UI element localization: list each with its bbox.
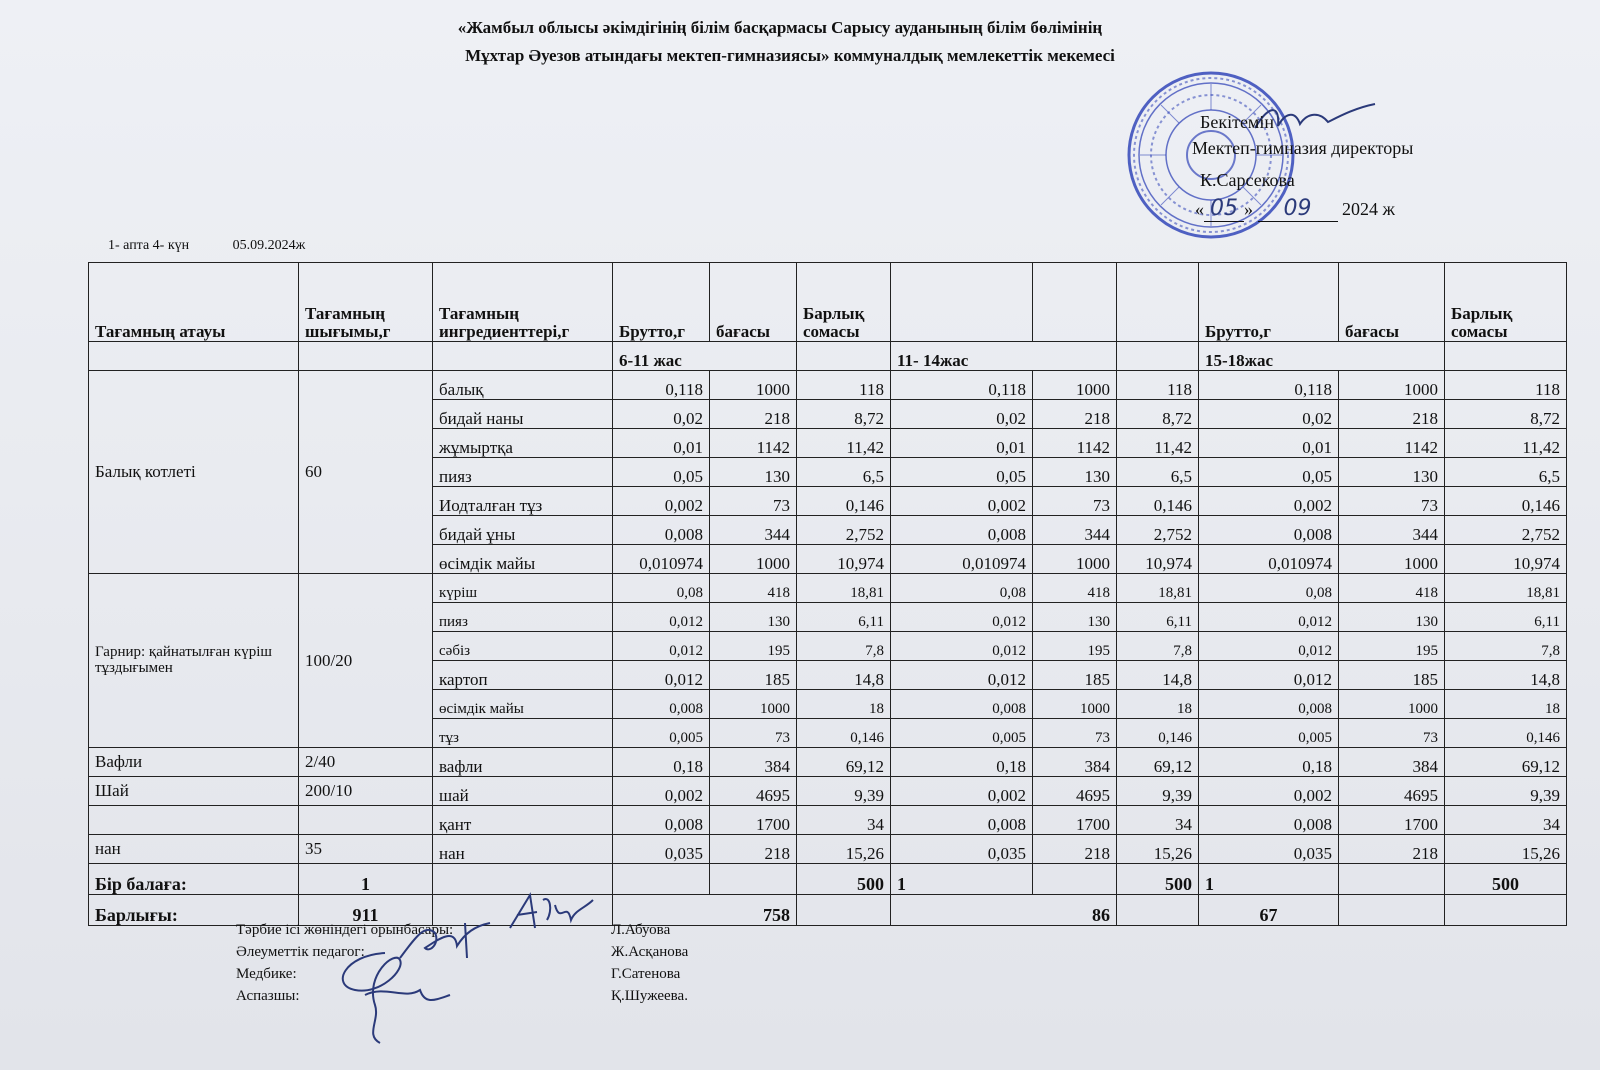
value-cell: 0,118: [1199, 371, 1339, 400]
total-11-14: 86: [891, 895, 1117, 926]
table-header-row: [89, 263, 1567, 342]
value-cell: 118: [797, 371, 891, 400]
value-cell: 15,26: [1445, 835, 1567, 864]
value-cell: 218: [710, 400, 797, 429]
value-cell: 0,146: [1117, 719, 1199, 748]
approval-position: Мектеп-гимназия директоры: [1192, 138, 1414, 158]
value-cell: 6,5: [1117, 458, 1199, 487]
value-cell: 73: [710, 487, 797, 516]
approval-year: 2024 ж: [1342, 199, 1395, 219]
table-row: [89, 748, 1567, 777]
ingredient-name: жұмыртқа: [433, 429, 613, 458]
value-cell: 1000: [1339, 545, 1445, 574]
value-cell: 0,012: [613, 661, 710, 690]
value-cell: 18: [797, 690, 891, 719]
ingredient-name: бидай ұны: [433, 516, 613, 545]
ingredient-name: бидай наны: [433, 400, 613, 429]
header-cell: Брутто,г: [1199, 263, 1339, 342]
value-cell: 2,752: [1445, 516, 1567, 545]
value-cell: 195: [1339, 632, 1445, 661]
value-cell: 218: [1339, 400, 1445, 429]
value-cell: 218: [1033, 835, 1117, 864]
value-cell: 0,035: [1199, 835, 1339, 864]
table-row: [89, 574, 1567, 603]
dish-yield: 60: [299, 371, 433, 574]
dish-name: Шай: [89, 777, 299, 806]
value-cell: 0,002: [1199, 487, 1339, 516]
value-cell: 344: [1033, 516, 1117, 545]
table-row: [89, 371, 1567, 400]
value-cell: 0,008: [613, 516, 710, 545]
dish-yield: 35: [299, 835, 433, 864]
value-cell: 6,5: [1445, 458, 1567, 487]
value-cell: 0,01: [613, 429, 710, 458]
approval-name: К.Сарсекова: [1200, 170, 1295, 190]
value-cell: 344: [710, 516, 797, 545]
value-cell: 1700: [1339, 806, 1445, 835]
week-date: 05.09.2024ж: [232, 238, 306, 253]
ingredient-name: күріш: [433, 574, 613, 603]
value-cell: 15,26: [1117, 835, 1199, 864]
header-cell: бағасы: [1339, 263, 1445, 342]
value-cell: 0,02: [891, 400, 1033, 429]
value-cell: 9,39: [797, 777, 891, 806]
value-cell: 0,146: [797, 487, 891, 516]
value-cell: 0,01: [1199, 429, 1339, 458]
value-cell: 1000: [1339, 371, 1445, 400]
signature-deputy: [505, 890, 595, 935]
signer-name: Қ.Шужеева.: [611, 988, 688, 1004]
per-child-count: 1: [299, 864, 433, 895]
signer-role: Тәрбие ісі жөніндегі орынбасары:: [236, 922, 454, 938]
value-cell: 185: [1033, 661, 1117, 690]
week-label: 1- апта 4- күн: [108, 238, 190, 253]
ingredient-name: нан: [433, 835, 613, 864]
header-cell: Тағамның шығымы,г: [299, 263, 433, 342]
value-cell: 11,42: [1445, 429, 1567, 458]
value-cell: 18,81: [1445, 574, 1567, 603]
value-cell: 4695: [1033, 777, 1117, 806]
value-cell: 0,012: [1199, 603, 1339, 632]
value-cell: 384: [1339, 748, 1445, 777]
value-cell: 0,118: [891, 371, 1033, 400]
value-cell: 195: [710, 632, 797, 661]
value-cell: 9,39: [1445, 777, 1567, 806]
value-cell: 73: [710, 719, 797, 748]
value-cell: 7,8: [1445, 632, 1567, 661]
value-cell: 0,01: [891, 429, 1033, 458]
value-cell: 130: [1339, 603, 1445, 632]
ingredient-name: қант: [433, 806, 613, 835]
value-cell: 118: [1445, 371, 1567, 400]
ingredient-name: өсімдік майы: [433, 545, 613, 574]
age-group-label: 11- 14жас: [891, 342, 1117, 371]
date-quote-open: «: [1195, 199, 1204, 219]
dish-yield: [299, 806, 433, 835]
value-cell: 0,02: [613, 400, 710, 429]
value-cell: 0,18: [613, 748, 710, 777]
value-cell: 384: [710, 748, 797, 777]
value-cell: 18: [1117, 690, 1199, 719]
value-cell: 34: [1117, 806, 1199, 835]
value-cell: 0,05: [891, 458, 1033, 487]
value-cell: 0,010974: [613, 545, 710, 574]
per-child-label: Бір балаға:: [89, 864, 299, 895]
value-cell: 0,008: [1199, 806, 1339, 835]
table-row: [89, 777, 1567, 806]
signer-name: Ж.Асқанова: [611, 944, 689, 960]
value-cell: 73: [1033, 719, 1117, 748]
value-cell: 34: [1445, 806, 1567, 835]
value-cell: 0,010974: [891, 545, 1033, 574]
value-cell: 1700: [710, 806, 797, 835]
value-cell: 14,8: [1117, 661, 1199, 690]
value-cell: 2,752: [797, 516, 891, 545]
value-cell: 69,12: [797, 748, 891, 777]
signer-role: Аспазшы:: [236, 988, 300, 1004]
value-cell: 130: [1339, 458, 1445, 487]
value-cell: 0,118: [613, 371, 710, 400]
value-cell: 15,26: [797, 835, 891, 864]
value-cell: 0,002: [1199, 777, 1339, 806]
header-cell: Барлық сомасы: [1445, 263, 1567, 342]
value-cell: 130: [1033, 603, 1117, 632]
table-row: [89, 806, 1567, 835]
value-cell: 73: [1033, 487, 1117, 516]
header-cell: Тағамның ингредиенттері,г: [433, 263, 613, 342]
per-child-count-15-18: 1: [1199, 864, 1339, 895]
header-line-2: Мұхтар Әуезов атындағы мектеп-гимназиясы» коммуналдық мемлекеттік мекемесі: [465, 46, 1115, 65]
value-cell: 14,8: [1445, 661, 1567, 690]
value-cell: 0,035: [891, 835, 1033, 864]
signer-name: Л.Абуова: [611, 922, 671, 938]
table-row: [89, 835, 1567, 864]
value-cell: 0,035: [613, 835, 710, 864]
value-cell: 418: [1033, 574, 1117, 603]
total-value: 911: [299, 895, 433, 926]
value-cell: 0,008: [613, 690, 710, 719]
value-cell: 0,012: [613, 632, 710, 661]
value-cell: 0,05: [1199, 458, 1339, 487]
value-cell: 69,12: [1445, 748, 1567, 777]
value-cell: 1000: [1033, 545, 1117, 574]
value-cell: 0,005: [1199, 719, 1339, 748]
value-cell: 0,005: [891, 719, 1033, 748]
value-cell: 0,18: [891, 748, 1033, 777]
value-cell: 1000: [710, 690, 797, 719]
value-cell: 0,008: [891, 806, 1033, 835]
value-cell: 0,012: [891, 603, 1033, 632]
approval-day: 05: [1204, 196, 1244, 222]
signer-row: [236, 988, 716, 1010]
value-cell: 0,08: [891, 574, 1033, 603]
value-cell: 11,42: [797, 429, 891, 458]
value-cell: 7,8: [797, 632, 891, 661]
value-cell: 0,146: [1445, 487, 1567, 516]
value-cell: 0,005: [613, 719, 710, 748]
dish-name: Гарнир: қайнатылған күріш тұздығымен: [89, 574, 299, 748]
total-15-18: 67: [1199, 895, 1339, 926]
total-label: Барлығы:: [89, 895, 299, 926]
header-cell: [1033, 263, 1117, 342]
week-day-line: [108, 238, 345, 254]
age-group-label: 6-11 жас: [613, 342, 797, 371]
value-cell: 0,012: [891, 661, 1033, 690]
date-quote-close: »: [1244, 199, 1253, 219]
age-group-row: [89, 342, 1567, 371]
per-child-row: [89, 864, 1567, 895]
total-6-11: 758: [613, 895, 797, 926]
value-cell: 4695: [710, 777, 797, 806]
value-cell: 10,974: [1445, 545, 1567, 574]
menu-table-body: [89, 371, 1567, 864]
value-cell: 8,72: [1445, 400, 1567, 429]
signature-nurse-cook: [325, 945, 455, 1045]
dish-name: Вафли: [89, 748, 299, 777]
value-cell: 6,11: [1445, 603, 1567, 632]
dish-name: [89, 806, 299, 835]
value-cell: 418: [710, 574, 797, 603]
ingredient-name: картоп: [433, 661, 613, 690]
dish-yield: 100/20: [299, 574, 433, 748]
value-cell: 418: [1339, 574, 1445, 603]
value-cell: 9,39: [1117, 777, 1199, 806]
value-cell: 2,752: [1117, 516, 1199, 545]
value-cell: 118: [1117, 371, 1199, 400]
menu-table: [88, 262, 1567, 926]
value-cell: 218: [710, 835, 797, 864]
value-cell: 0,146: [1117, 487, 1199, 516]
value-cell: 14,8: [797, 661, 891, 690]
dish-yield: 200/10: [299, 777, 433, 806]
approval-date: [1195, 196, 1395, 222]
value-cell: 0,012: [1199, 661, 1339, 690]
value-cell: 8,72: [797, 400, 891, 429]
signer-name: Г.Сатенова: [611, 966, 681, 982]
value-cell: 185: [710, 661, 797, 690]
value-cell: 6,5: [797, 458, 891, 487]
ingredient-name: пияз: [433, 458, 613, 487]
value-cell: 1142: [710, 429, 797, 458]
value-cell: 0,002: [613, 487, 710, 516]
value-cell: 218: [1033, 400, 1117, 429]
value-cell: 6,11: [797, 603, 891, 632]
header-cell: Тағамның атауы: [89, 263, 299, 342]
dish-yield: 2/40: [299, 748, 433, 777]
dish-name: нан: [89, 835, 299, 864]
age-group-label: 15-18жас: [1199, 342, 1445, 371]
value-cell: 4695: [1339, 777, 1445, 806]
header-cell: [1117, 263, 1199, 342]
header-cell: Брутто,г: [613, 263, 710, 342]
header-line-1: «Жамбыл облысы әкімдігінің білім басқармасы Сарысу ауданының білім бөлімінің: [457, 18, 1103, 37]
value-cell: 0,146: [1445, 719, 1567, 748]
value-cell: 130: [1033, 458, 1117, 487]
value-cell: 130: [710, 603, 797, 632]
value-cell: 0,08: [613, 574, 710, 603]
per-child-sum-15-18: 500: [1445, 864, 1567, 895]
value-cell: 11,42: [1117, 429, 1199, 458]
header-cell: [891, 263, 1033, 342]
value-cell: 69,12: [1117, 748, 1199, 777]
ingredient-name: сәбіз: [433, 632, 613, 661]
value-cell: 0,02: [1199, 400, 1339, 429]
value-cell: 73: [1339, 487, 1445, 516]
signer-row: [236, 966, 716, 988]
value-cell: 0,146: [797, 719, 891, 748]
approval-month: 09: [1258, 196, 1338, 222]
value-cell: 130: [710, 458, 797, 487]
value-cell: 0,05: [613, 458, 710, 487]
value-cell: 0,012: [891, 632, 1033, 661]
value-cell: 1000: [710, 371, 797, 400]
value-cell: 0,008: [1199, 690, 1339, 719]
value-cell: 1000: [1033, 371, 1117, 400]
ingredient-name: балық: [433, 371, 613, 400]
value-cell: 73: [1339, 719, 1445, 748]
value-cell: 344: [1339, 516, 1445, 545]
value-cell: 10,974: [797, 545, 891, 574]
ingredient-name: өсімдік майы: [433, 690, 613, 719]
value-cell: 0,010974: [1199, 545, 1339, 574]
total-row: [89, 895, 1567, 926]
value-cell: 1000: [1339, 690, 1445, 719]
ingredient-name: вафли: [433, 748, 613, 777]
value-cell: 8,72: [1117, 400, 1199, 429]
ingredient-name: тұз: [433, 719, 613, 748]
value-cell: 384: [1033, 748, 1117, 777]
value-cell: 0,008: [613, 806, 710, 835]
header-cell: бағасы: [710, 263, 797, 342]
value-cell: 218: [1339, 835, 1445, 864]
signer-role: Медбике:: [236, 966, 297, 982]
value-cell: 0,002: [613, 777, 710, 806]
ingredient-name: Иодталған тұз: [433, 487, 613, 516]
per-child-sum-6-11: 500: [797, 864, 891, 895]
per-child-sum-11-14: 500: [1117, 864, 1199, 895]
value-cell: 18,81: [1117, 574, 1199, 603]
value-cell: 1000: [1033, 690, 1117, 719]
value-cell: 0,002: [891, 777, 1033, 806]
dish-name: Балық котлеті: [89, 371, 299, 574]
value-cell: 34: [797, 806, 891, 835]
value-cell: 6,11: [1117, 603, 1199, 632]
value-cell: 1000: [710, 545, 797, 574]
value-cell: 195: [1033, 632, 1117, 661]
value-cell: 0,012: [613, 603, 710, 632]
value-cell: 0,18: [1199, 748, 1339, 777]
value-cell: 1142: [1033, 429, 1117, 458]
value-cell: 1700: [1033, 806, 1117, 835]
value-cell: 18: [1445, 690, 1567, 719]
approval-word: Бекітемін: [1200, 112, 1274, 132]
signer-role: Әлеуметтік педагог:: [236, 944, 365, 960]
value-cell: 10,974: [1117, 545, 1199, 574]
header-cell: Барлық сомасы: [797, 263, 891, 342]
value-cell: 0,008: [891, 516, 1033, 545]
ingredient-name: шай: [433, 777, 613, 806]
per-child-count-11-14: 1: [891, 864, 1033, 895]
value-cell: 18,81: [797, 574, 891, 603]
value-cell: 0,008: [1199, 516, 1339, 545]
value-cell: 185: [1339, 661, 1445, 690]
value-cell: 0,008: [891, 690, 1033, 719]
value-cell: 0,002: [891, 487, 1033, 516]
value-cell: 0,08: [1199, 574, 1339, 603]
ingredient-name: пияз: [433, 603, 613, 632]
value-cell: 1142: [1339, 429, 1445, 458]
value-cell: 0,012: [1199, 632, 1339, 661]
value-cell: 7,8: [1117, 632, 1199, 661]
